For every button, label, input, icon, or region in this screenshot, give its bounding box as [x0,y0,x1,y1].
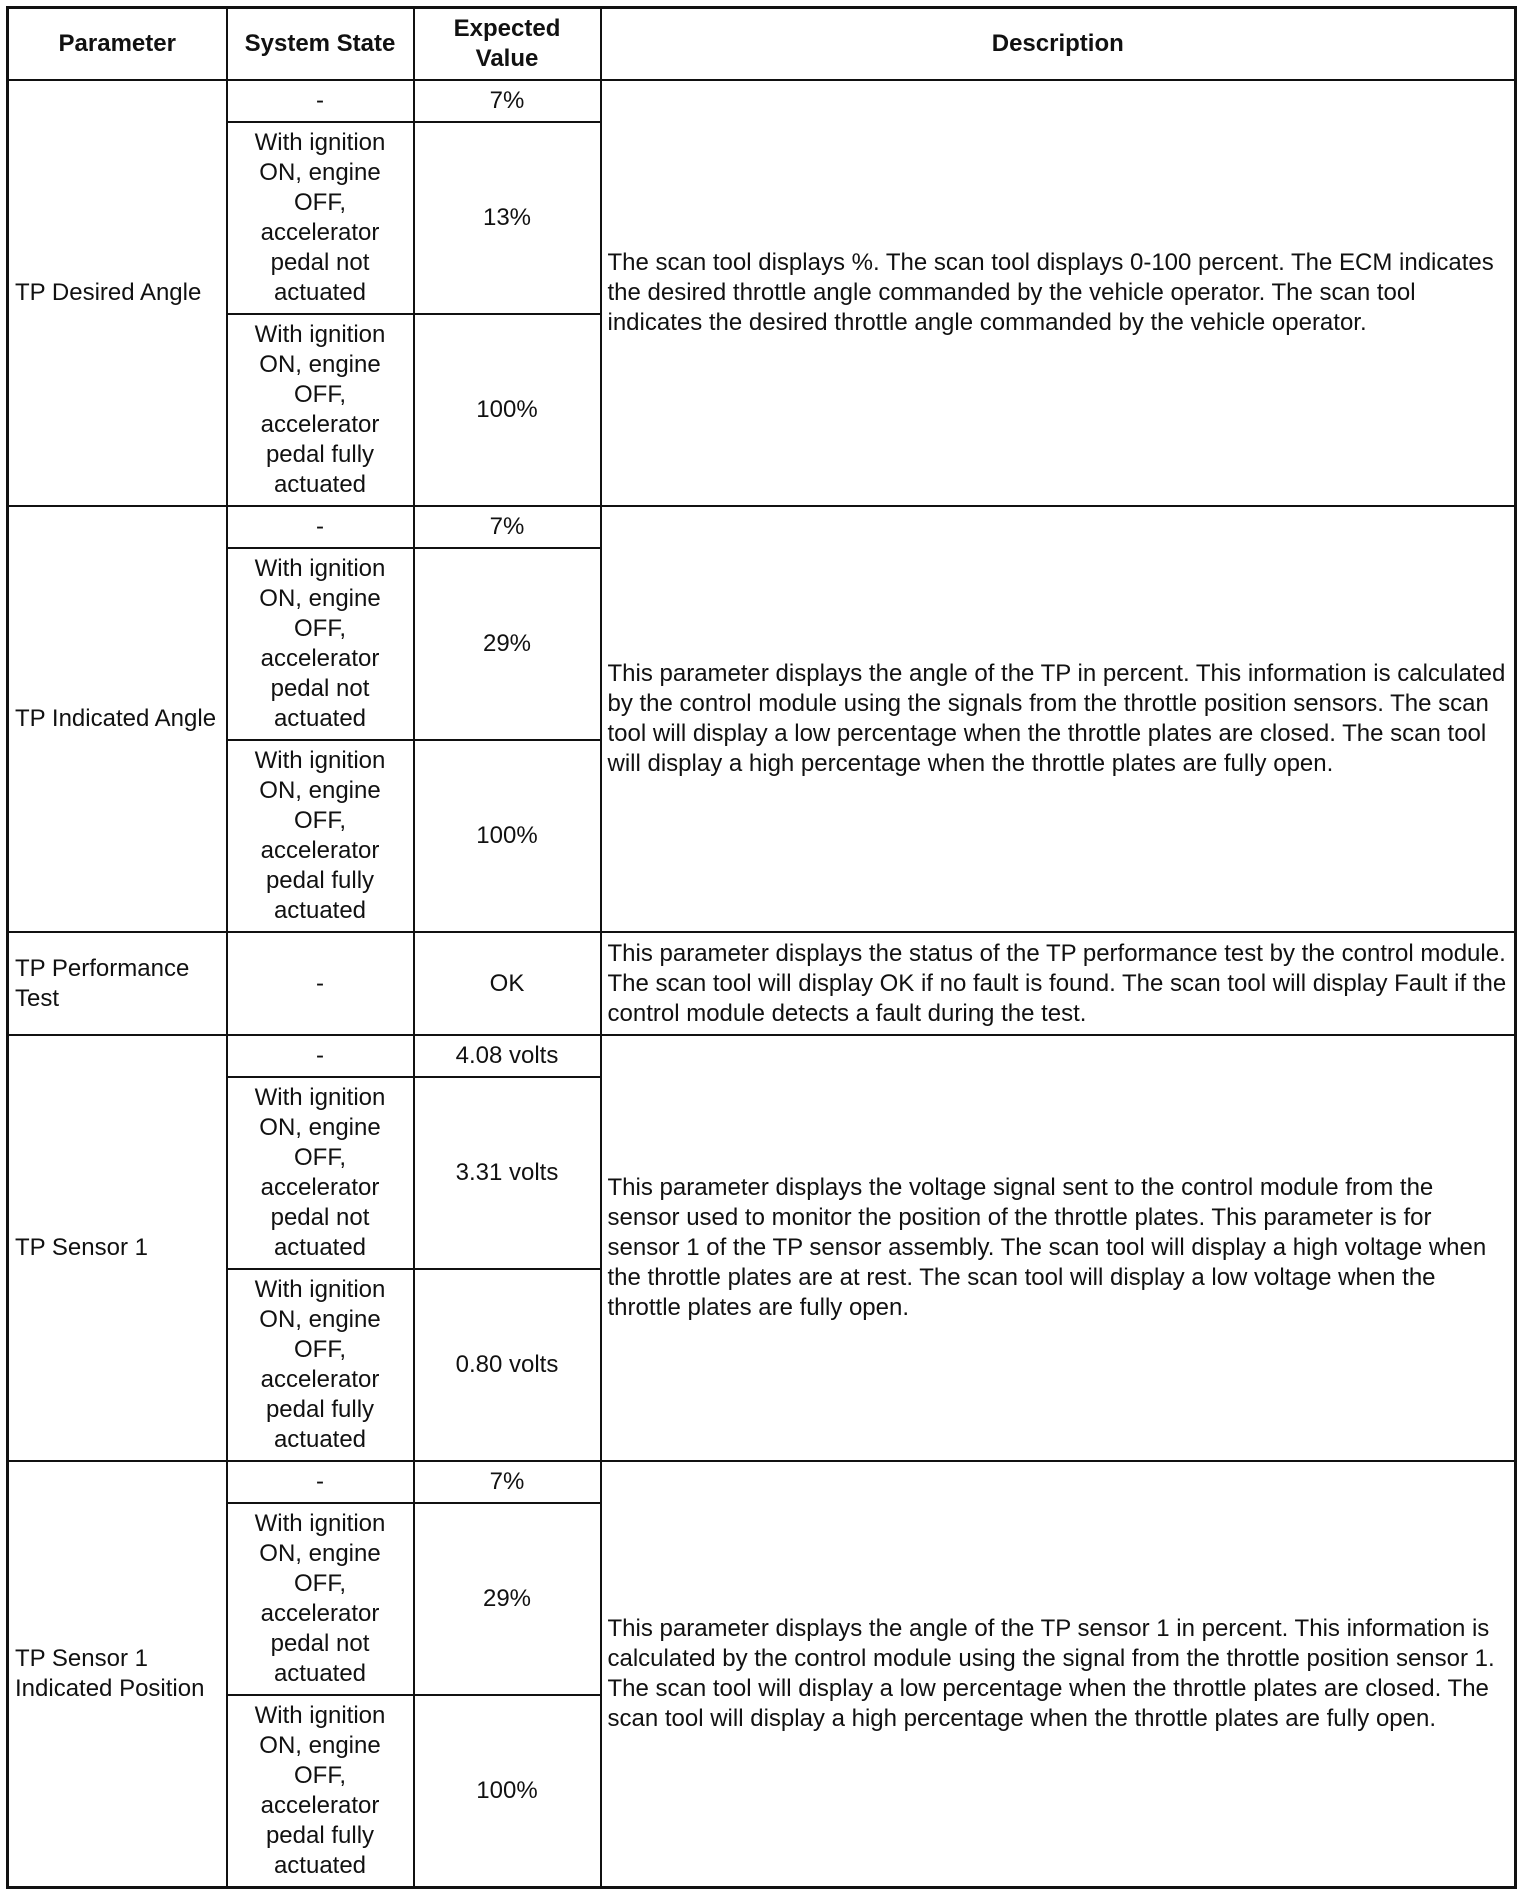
system-state: - [227,506,414,548]
expected-value: 7% [414,80,601,122]
system-state: - [227,1461,414,1503]
header-description: Description [601,8,1516,81]
parameter-name: TP Sensor 1 [8,1035,227,1461]
parameter-description: This parameter displays the voltage signal sent to the control module from the sensor used to monitor the position of the throttle plates. This parameter is for sensor 1 of the TP sensor assembly. The scan tool will display a high voltage when the throttle plates are at rest. The scan tool will display a low voltage when the throttle plates are fully open. [601,1035,1516,1461]
expected-value: 4.08 volts [414,1035,601,1077]
expected-value: 0.80 volts [414,1269,601,1461]
system-state: With ignition ON, engine OFF, accelerator pedal not actuated [227,122,414,314]
parameter-description: This parameter displays the angle of the TP in percent. This information is calculated by the control module using the signals from the throttle position sensors. The scan tool will display a low percentage when the throttle plates are closed. The scan tool will display a high percentage when the throttle plates are fully open. [601,506,1516,932]
system-state: - [227,80,414,122]
system-state: With ignition ON, engine OFF, accelerator pedal fully actuated [227,1695,414,1888]
system-state: With ignition ON, engine OFF, accelerator pedal fully actuated [227,314,414,506]
expected-value: OK [414,932,601,1035]
expected-value: 3.31 volts [414,1077,601,1269]
system-state: - [227,1035,414,1077]
expected-value: 29% [414,548,601,740]
system-state: With ignition ON, engine OFF, accelerator pedal not actuated [227,1077,414,1269]
header-system-state: System State [227,8,414,81]
expected-value: 13% [414,122,601,314]
parameter-description: This parameter displays the angle of the TP sensor 1 in percent. This information is calculated by the control module using the signal from the throttle position sensor 1. The scan tool will display a low percentage when the throttle plates are closed. The scan tool will display a high percentage when the throttle plates are fully open. [601,1461,1516,1888]
expected-value: 7% [414,506,601,548]
table-row [8,1035,1516,1077]
header-parameter: Parameter [8,8,227,81]
header-row [8,8,1516,81]
system-state: With ignition ON, engine OFF, accelerator pedal fully actuated [227,1269,414,1461]
parameter-table [6,6,1517,1889]
expected-value: 29% [414,1503,601,1695]
header-expected-value: Expected Value [414,8,601,81]
expected-value: 100% [414,1695,601,1888]
table-row [8,1461,1516,1503]
parameter-name: TP Desired Angle [8,80,227,506]
parameter-name: TP Indicated Angle [8,506,227,932]
expected-value: 100% [414,740,601,932]
table-row [8,80,1516,122]
parameter-name: TP Sensor 1 Indicated Position [8,1461,227,1888]
system-state: With ignition ON, engine OFF, accelerator pedal fully actuated [227,740,414,932]
system-state: With ignition ON, engine OFF, accelerator pedal not actuated [227,548,414,740]
table-row [8,932,1516,1035]
system-state: - [227,932,414,1035]
parameter-description: The scan tool displays %. The scan tool displays 0-100 percent. The ECM indicates the desired throttle angle commanded by the vehicle operator. The scan tool indicates the desired throttle angle commanded by the vehicle operator. [601,80,1516,506]
parameter-description: This parameter displays the status of the TP performance test by the control module. The scan tool will display OK if no fault is found. The scan tool will display Fault if the control module detects a fault during the test. [601,932,1516,1035]
table-row [8,506,1516,548]
expected-value: 100% [414,314,601,506]
system-state: With ignition ON, engine OFF, accelerator pedal not actuated [227,1503,414,1695]
expected-value: 7% [414,1461,601,1503]
parameter-name: TP Performance Test [8,932,227,1035]
